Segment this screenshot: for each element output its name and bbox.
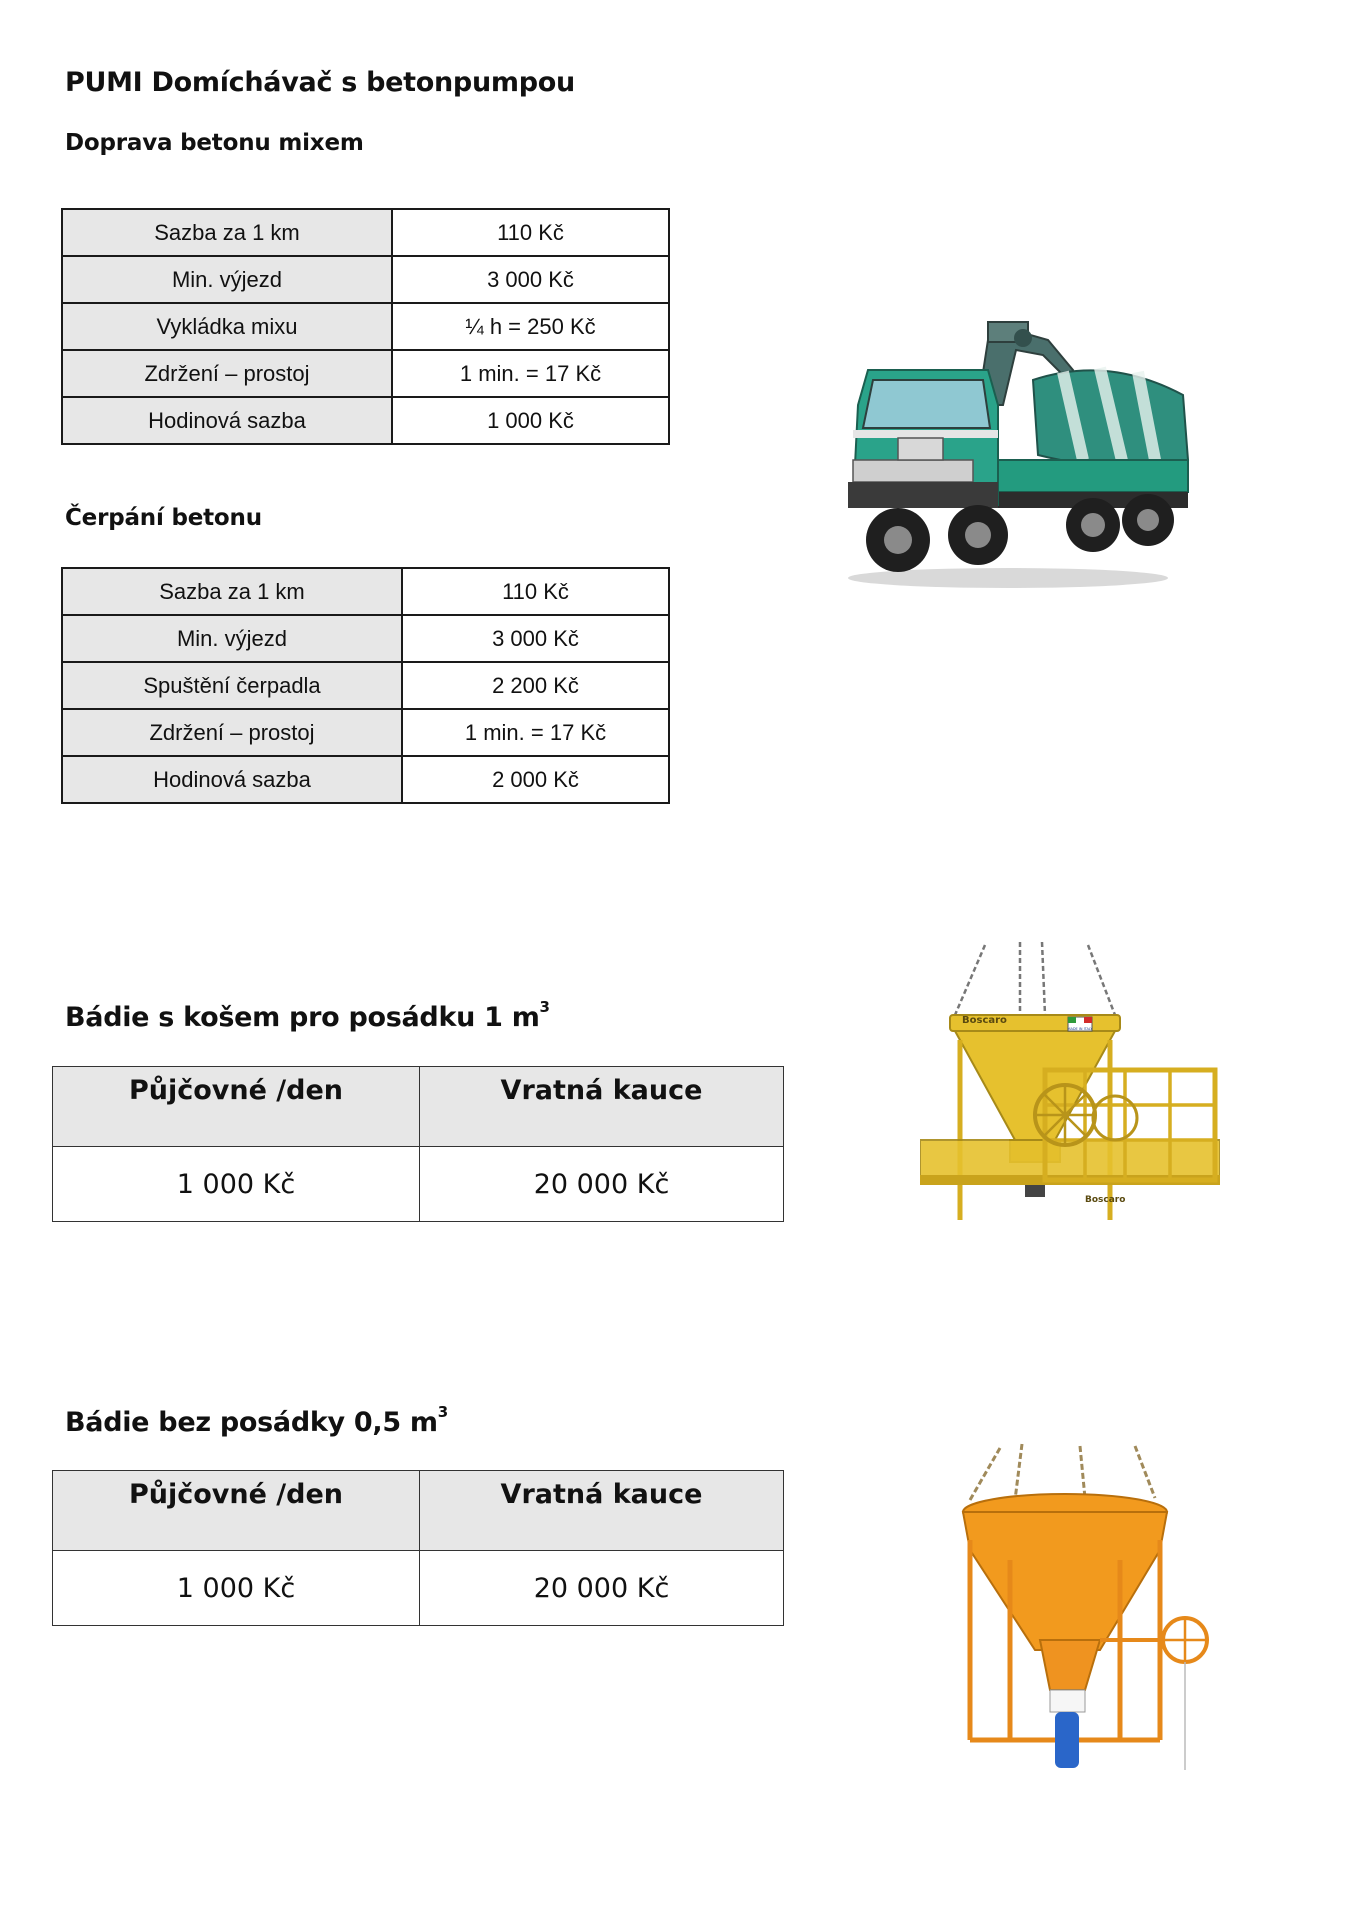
page-title: PUMI Domíchávač s betonpumpou [65,67,575,98]
col-header-rental: Půjčovné /den [53,1471,420,1551]
deposit-value: 20 000 Kč [420,1147,784,1222]
row-label: Zdržení – prostoj [62,350,392,397]
section-heading-concrete-pumping: Čerpání betonu [65,505,262,531]
heading-superscript: 3 [437,1403,448,1421]
row-value: 1 min. = 17 Kč [392,350,669,397]
col-header-deposit: Vratná kauce [420,1471,784,1551]
mix-transport-table [61,208,670,445]
row-label: Hodinová sazba [62,397,392,444]
row-value: 110 Kč [402,568,669,615]
row-value: 3 000 Kč [402,615,669,662]
row-label: Sazba za 1 km [62,209,392,256]
concrete-mixer-truck-image [838,310,1198,595]
table-row [62,568,669,615]
rental-value: 1 000 Kč [53,1551,420,1626]
crew-basket-bucket-image [920,940,1220,1245]
table-row [62,350,669,397]
row-label: Hodinová sazba [62,756,402,803]
row-value: 1 000 Kč [392,397,669,444]
heading-superscript: 3 [539,998,550,1016]
col-header-rental: Půjčovné /den [53,1067,420,1147]
table-row [53,1147,784,1222]
row-value: 110 Kč [392,209,669,256]
table-header-row [53,1471,784,1551]
heading-text: Bádie bez posádky 0,5 m [65,1407,438,1438]
bucket-no-crew-image [950,1440,1210,1775]
bucket-no-crew-table [52,1470,784,1626]
row-label: Sazba za 1 km [62,568,402,615]
crew-basket-bucket-table [52,1066,784,1222]
heading-text: Bádie s košem pro posádku 1 m [65,1002,540,1033]
row-label: Min. výjezd [62,256,392,303]
concrete-pumping-table [61,567,670,804]
table-row [62,256,669,303]
row-value: 3 000 Kč [392,256,669,303]
row-value: 2 000 Kč [402,756,669,803]
table-row [62,756,669,803]
row-label: Vykládka mixu [62,303,392,350]
section-heading-bucket-no-crew [65,1403,448,1438]
col-header-deposit: Vratná kauce [420,1067,784,1147]
table-row [62,209,669,256]
table-row [62,303,669,350]
row-label: Min. výjezd [62,615,402,662]
table-row [62,397,669,444]
brand-label: Boscaro [962,1015,1007,1026]
row-value: 1 min. = 17 Kč [402,709,669,756]
rental-value: 1 000 Kč [53,1147,420,1222]
table-row [53,1551,784,1626]
table-header-row [53,1067,784,1147]
section-heading-crew-basket-bucket [65,998,550,1033]
flag-label: MADE IN ITALY [1067,1027,1093,1031]
row-label: Spuštění čerpadla [62,662,402,709]
row-label: Zdržení – prostoj [62,709,402,756]
row-value: 2 200 Kč [402,662,669,709]
deposit-value: 20 000 Kč [420,1551,784,1626]
brand-label-base: Boscaro [1085,1195,1126,1205]
table-row [62,662,669,709]
section-heading-mix-transport: Doprava betonu mixem [65,130,364,156]
table-row [62,615,669,662]
table-row [62,709,669,756]
row-value: ¼ h = 250 Kč [392,303,669,350]
